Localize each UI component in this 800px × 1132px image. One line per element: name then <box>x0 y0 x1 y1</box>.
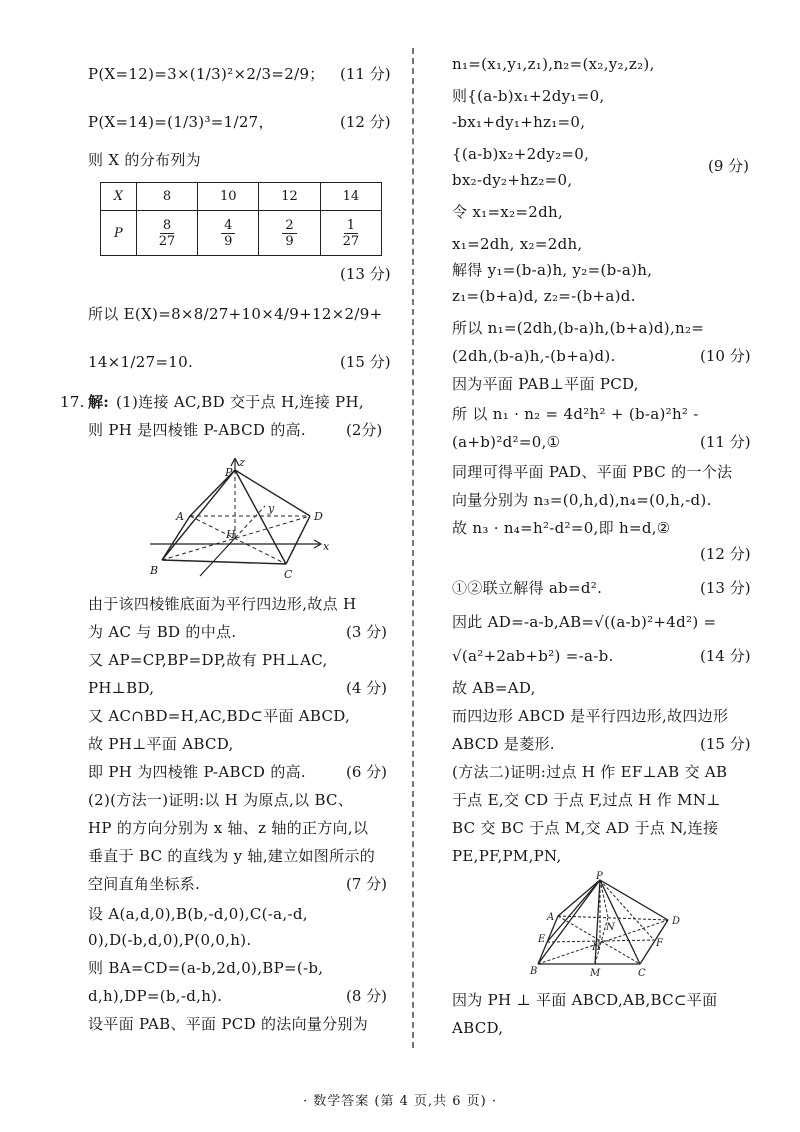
solve-label: 解: <box>88 393 110 411</box>
left-line-5: 14×1/27=10. <box>88 353 194 371</box>
table-cell <box>259 211 320 256</box>
edge-PE <box>547 880 600 942</box>
table-row <box>101 183 382 211</box>
fig1-label-A: A <box>176 510 184 523</box>
right-line-27: PE,PF,PM,PN, <box>452 847 562 865</box>
left-line-15: (2)(方法一)证明:以 H 为原点,以 BC、 <box>88 791 354 809</box>
score-13: (13 分) <box>340 265 391 283</box>
score-6: (6 分) <box>346 763 388 781</box>
right-line-11: (2dh,(b-a)h,-(b+a)d). <box>452 347 616 365</box>
table-cell <box>136 211 197 256</box>
score-7: (7 分) <box>346 875 388 893</box>
frac-num: 4 <box>221 218 235 234</box>
right-line-1: n₁=(x₁,y₁,z₁),n₂=(x₂,y₂,z₂), <box>452 55 655 73</box>
edge-PN <box>600 880 608 917</box>
table-cell: P <box>101 211 137 256</box>
fig1-label-P: P <box>225 466 233 479</box>
frac-den: 9 <box>224 233 233 249</box>
right-line-3: -bx₁+dy₁+hz₁=0, <box>452 113 586 131</box>
left-line-9: 为 AC 与 BD 的中点. <box>88 623 237 641</box>
table-cell <box>198 211 259 256</box>
fig1-label-z: z <box>239 458 245 469</box>
table-header-cell: 10 <box>198 183 259 211</box>
right-line-28: 因为 PH ⊥ 平面 ABCD,AB,BC⊂平面 <box>452 991 718 1009</box>
right-line-21: 故 AB=AD, <box>452 679 536 697</box>
left-line-7: 则 PH 是四棱锥 P-ABCD 的高. <box>88 421 306 439</box>
fig2-label-H: H <box>592 942 601 953</box>
right-line-26: BC 交 BC 于点 M,交 AD 于点 N,连接 <box>452 819 719 837</box>
edge-CD <box>640 920 668 964</box>
right-line-18: ①②联立解得 ab=d². <box>452 579 603 597</box>
fig2-label-M: M <box>590 968 601 979</box>
frac-num: 2 <box>282 218 296 234</box>
left-line-21: 则 BA=CD=(a-b,2d,0),BP=(-b, <box>88 959 324 977</box>
table-header-cell: X <box>101 183 137 211</box>
right-line-25: 于点 E,交 CD 于点 F,过点 H 作 MN⊥ <box>452 791 721 809</box>
edge-BC <box>162 560 286 564</box>
right-line-29: ABCD, <box>452 1019 504 1037</box>
score-9: (9 分) <box>708 157 750 175</box>
right-line-20: √(a²+2ab+b²) =-a-b. <box>452 647 614 665</box>
right-line-23: ABCD 是菱形. <box>452 735 555 753</box>
diag-AC <box>190 516 286 564</box>
pyramid-figure-2 <box>520 870 690 980</box>
page-footer: · 数学答案 (第 4 页,共 6 页) · <box>302 1094 497 1109</box>
edge-PC <box>235 470 286 564</box>
right-line-6: 令 x₁=x₂=2dh, <box>452 203 564 221</box>
right-line-17: 故 n₃ · n₄=h²-d²=0,即 h=d,② <box>452 519 671 537</box>
left-line-18: 空间直角坐标系. <box>88 875 201 893</box>
right-line-13: 所 以 n₁ · n₂ = 4d²h² + (b-a)²h² - <box>452 405 699 423</box>
frac-num: 8 <box>160 218 174 234</box>
edge-AD <box>558 916 668 920</box>
score-15-right: (15 分) <box>700 735 751 753</box>
fig2-label-P: P <box>596 871 603 882</box>
edge-CD <box>286 516 310 564</box>
fig1-label-B: B <box>150 564 159 577</box>
right-line-9: z₁=(b+a)d, z₂=-(b+a)d. <box>452 287 636 305</box>
left-line-2: P(X=14)=(1/3)³=1/27， <box>88 113 274 131</box>
fig2-label-E: E <box>538 934 546 945</box>
left-line-4: 所以 E(X)=8×8/27+10×4/9+12×2/9+ <box>88 305 383 323</box>
frac-num: 1 <box>344 218 358 234</box>
left-line-8: 由于该四棱锥底面为平行四边形,故点 H <box>88 595 357 613</box>
right-line-16: 向量分别为 n₃=(0,h,d),n₄=(0,h,-d). <box>452 491 712 509</box>
left-line-14: 即 PH 为四棱锥 P-ABCD 的高. <box>88 763 306 781</box>
score-12: (12 分) <box>340 113 391 131</box>
left-line-16: HP 的方向分别为 x 轴、z 轴的正方向,以 <box>88 819 369 837</box>
left-line-13: 故 PH⊥平面 ABCD, <box>88 735 234 753</box>
score-11: (11 分) <box>340 65 391 83</box>
table-cell <box>320 211 381 256</box>
score-8: (8 分) <box>346 987 388 1005</box>
score-12-right: (12 分) <box>700 545 751 563</box>
right-line-4: {(a-b)x₂+2dy₂=0, <box>452 145 590 163</box>
edge-PA <box>558 880 600 916</box>
left-line-10: 又 AP=CP,BP=DP,故有 PH⊥AC, <box>88 651 328 669</box>
fig1-label-y: y <box>268 502 275 515</box>
fig2-label-D: D <box>672 916 681 927</box>
fig1-label-H: H <box>226 528 236 541</box>
right-line-5: bx₂-dy₂+hz₂=0, <box>452 171 573 189</box>
table-header-cell: 12 <box>259 183 320 211</box>
question-number: 17. <box>60 393 85 411</box>
left-line-20: 0),D(-b,d,0),P(0,0,h). <box>88 931 252 949</box>
right-line-12: 因为平面 PAB⊥平面 PCD, <box>452 375 639 393</box>
edge-PB <box>162 470 235 560</box>
score-4: (4 分) <box>346 679 388 697</box>
score-10: (10 分) <box>700 347 751 365</box>
right-line-15: 同理可得平面 PAD、平面 PBC 的一个法 <box>452 463 733 481</box>
table-header-cell: 8 <box>136 183 197 211</box>
right-line-22: 而四边形 ABCD 是平行四边形,故四边形 <box>452 707 729 725</box>
table-row <box>101 211 382 256</box>
diag-BD <box>162 516 310 560</box>
fig2-label-F: F <box>656 938 663 949</box>
score-13-right: (13 分) <box>700 579 751 597</box>
fig2-label-C: C <box>638 968 646 979</box>
pyramid-figure-1 <box>140 458 340 588</box>
column-divider <box>412 48 414 1048</box>
fig1-label-D: D <box>314 510 323 523</box>
right-line-19: 因此 AD=-a-b,AB=√((a-b)²+4d²) = <box>452 613 717 631</box>
fig1-label-C: C <box>284 568 293 581</box>
fig1-label-x: x <box>323 540 330 553</box>
frac-den: 27 <box>158 233 176 249</box>
fig2-label-B: B <box>530 966 538 977</box>
left-line-17: 垂直于 BC 的直线为 y 轴,建立如图所示的 <box>88 847 375 865</box>
left-line-23: 设平面 PAB、平面 PCD 的法向量分别为 <box>88 1015 369 1033</box>
score-3: (3 分) <box>346 623 388 641</box>
score-2: (2分) <box>346 421 383 439</box>
score-15: (15 分) <box>340 353 391 371</box>
left-line-3: 则 X 的分布列为 <box>88 151 201 169</box>
left-line-12: 又 AC∩BD=H,AC,BD⊂平面 ABCD, <box>88 707 351 725</box>
left-line-6: (1)连接 AC,BD 交于点 H,连接 PH, <box>116 393 364 411</box>
table-header-cell: 14 <box>320 183 381 211</box>
right-line-2: 则{(a-b)x₁+2dy₁=0, <box>452 87 605 105</box>
left-line-1: P(X=12)=3×(1/3)²×2/3=2/9； <box>88 65 325 83</box>
right-line-8: 解得 y₁=(b-a)h, y₂=(b-a)h, <box>452 261 653 279</box>
left-line-19: 设 A(a,d,0),B(b,-d,0),C(-a,-d, <box>88 905 308 923</box>
score-11-right: (11 分) <box>700 433 751 451</box>
left-line-11: PH⊥BD, <box>88 679 155 697</box>
frac-den: 9 <box>285 233 294 249</box>
left-line-22: d,h),DP=(b,-d,h). <box>88 987 223 1005</box>
fig2-label-N: N <box>606 922 615 933</box>
fig2-label-A: A <box>547 912 555 923</box>
frac-den: 27 <box>342 233 360 249</box>
right-line-24: (方法二)证明:过点 H 作 EF⊥AB 交 AB <box>452 763 728 781</box>
distribution-table <box>100 182 382 256</box>
right-line-7: x₁=2dh, x₂=2dh, <box>452 235 583 253</box>
score-14: (14 分) <box>700 647 751 665</box>
right-line-14: (a+b)²d²=0,① <box>452 433 561 451</box>
right-line-10: 所以 n₁=(2dh,(b-a)h,(b+a)d),n₂= <box>452 319 705 337</box>
axis-y <box>235 506 265 538</box>
